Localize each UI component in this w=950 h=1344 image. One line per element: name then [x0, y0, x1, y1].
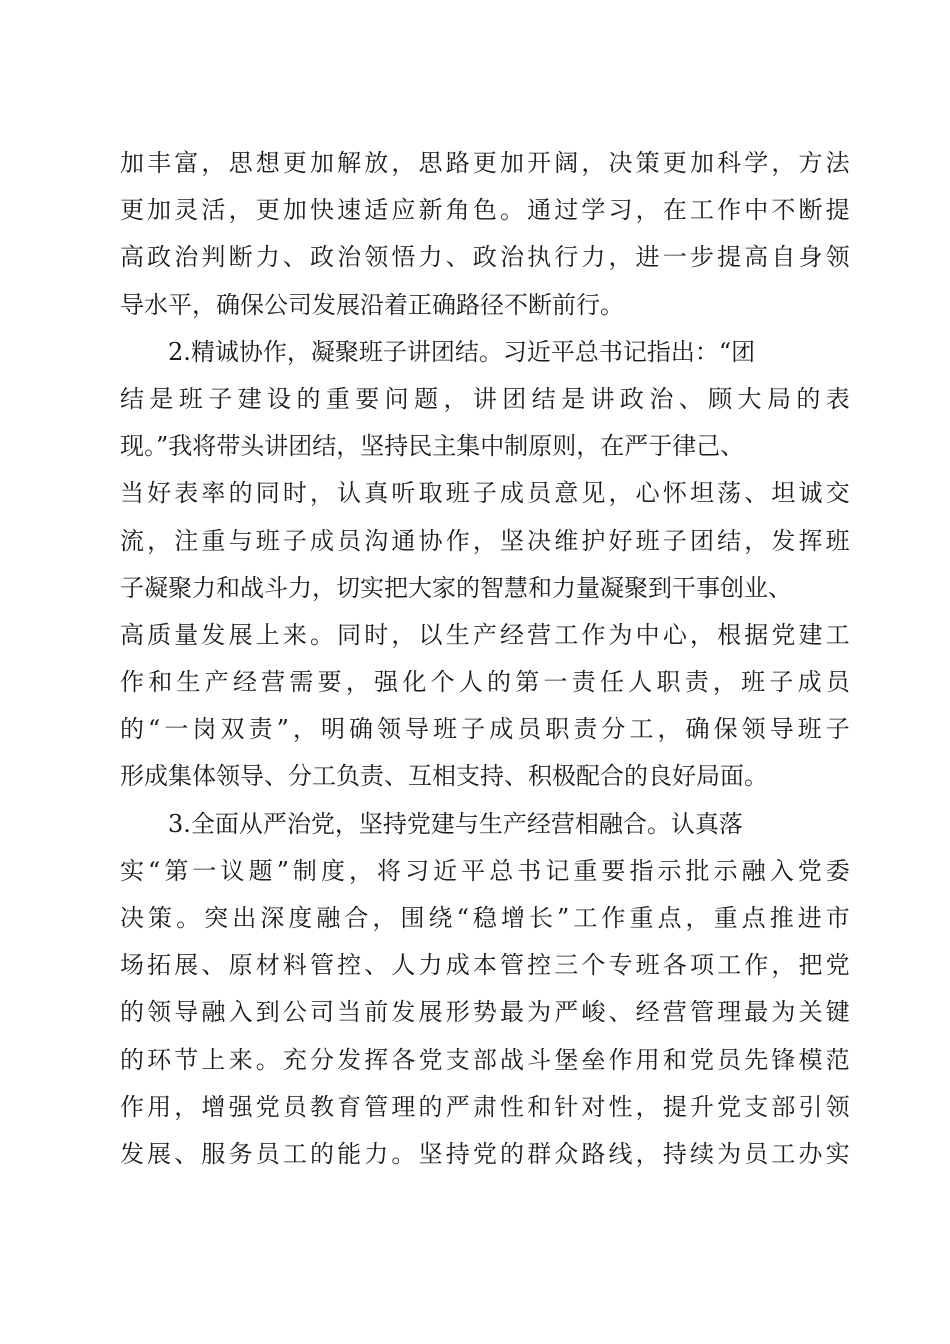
- text-line: 决 策 。 突 出 深 度 融 合 ， 围 绕 “ 稳 增 长 ” 工 作 重 点 ， 重 点 推 进 市: [120, 904, 850, 932]
- text-line: 的 环 节 上 来 。 充 分 发 挥 各 党 支 部 战 斗 堡 垒 作 用 和 党 员 先 锋 模 范: [120, 1045, 850, 1074]
- text-line: 发 展 、 服 务 员 工 的 能 力 。 坚 持 党 的 群 众 路 线 ， 持 续 为 员 工 办 实: [120, 1139, 850, 1168]
- text-line: 现。”我将带头讲团结，坚持民主集中制原则，在严于律己、: [120, 432, 745, 461]
- text-line: 高 质 量 发 展 上 来 。 同 时 ， 以 生 产 经 营 工 作 为 中 心 ， 根 据 党 建 工: [120, 620, 850, 649]
- text-line: 的 “ 一 岗 双 责 ” ， 明 确 领 导 班 子 成 员 职 责 分 工 ， 确 保 领 导 班 子: [120, 715, 850, 744]
- text-line: 作 用 ， 增 强 党 员 教 育 管 理 的 严 肃 性 和 针 对 性 ， 提 升 党 支 部 引 领: [120, 1092, 850, 1121]
- text-line: 的 领 导 融 入 到 公 司 当 前 发 展 形 势 最 为 严 峻 、 经 营 管 理 最 为 关 键: [120, 998, 850, 1027]
- text-line: 作 和 生 产 经 营 需 要 ， 强 化 个 人 的 第 一 责 任 人 职 责 ， 班 子 成 员: [120, 668, 850, 697]
- text-line: 3.全面从严治党，坚持党建与生产经营相融合。认真落: [168, 809, 743, 838]
- text-line: 子凝聚力和战斗力，切实把大家的智慧和力量凝聚到干事创业、: [120, 573, 792, 602]
- text-line: 实 “ 第 一 议 题 ” 制 度 ， 将 习 近 平 总 书 记 重 要 指 示 批 示 融 入 党 委: [120, 856, 850, 885]
- text-line: 更 加 灵 活 ， 更 加 快 速 适 应 新 角 色 。 通 过 学 习 ， 在 工 作 中 不 断 提: [120, 196, 850, 225]
- text-line: 场 拓 展 、 原 材 料 管 控 、 人 力 成 本 管 控 三 个 专 班 各 项 工 作 ， 把 党: [120, 951, 850, 980]
- text-line: 2.精诚协作，凝聚班子讲团结。习近平总书记指出：“团: [168, 337, 756, 366]
- text-line: 结 是 班 子 建 设 的 重 要 问 题 ， 讲 团 结 是 讲 政 治 、 顾 大 局 的 表: [120, 384, 850, 413]
- body-text: [120, 140, 850, 1178]
- text-line: 当 好 表 率 的 同 时 ， 认 真 听 取 班 子 成 员 意 见 ， 心 怀 坦 荡 、 坦 诚 交: [120, 479, 850, 508]
- text-line: 形成集体领导、分工负责、互相支持、积极配合的良好局面。: [120, 762, 768, 791]
- text-line: 加 丰 富 ， 思 想 更 加 解 放 ， 思 路 更 加 开 阔 ， 决 策 更 加 科 学 ， 方 法: [120, 149, 850, 177]
- text-line: 导水平，确保公司发展沿着正确路径不断前行。: [120, 290, 624, 319]
- text-line: 流 ， 注 重 与 班 子 成 员 沟 通 协 作 ， 坚 决 维 护 好 班 子 团 结 ， 发 挥 班: [120, 526, 850, 555]
- text-line: 高 政 治 判 断 力 、 政 治 领 悟 力 、 政 治 执 行 力 ， 进 一 步 提 高 自 身 领: [120, 243, 850, 272]
